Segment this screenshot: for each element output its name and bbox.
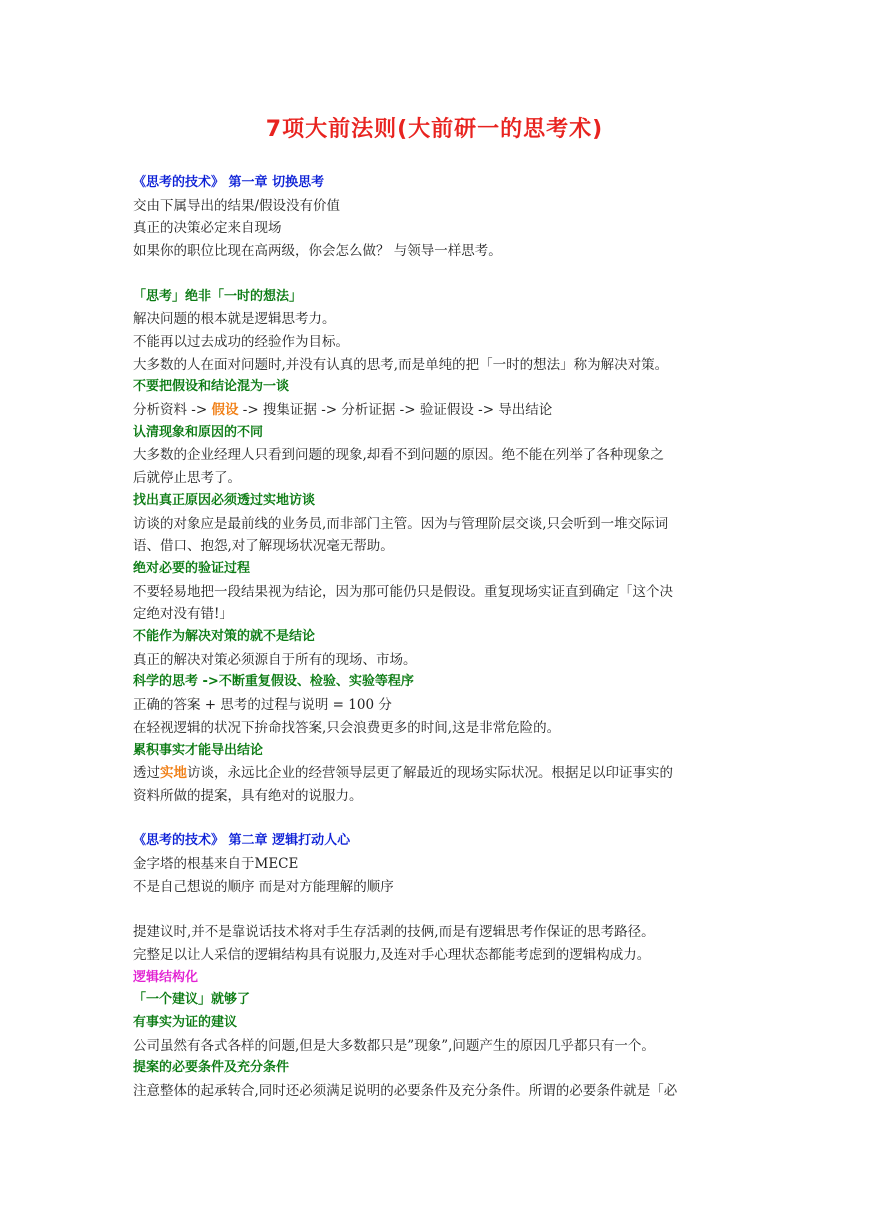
text-line: 真正的决策必定来自现场 [133, 220, 282, 237]
text-line [133, 762, 741, 785]
section-heading: 科学的思考 ->不断重复假设、检验、实验等程序 [133, 674, 414, 690]
text-line: 真正的解决对策必须源自于所有的现场、市场。 [133, 651, 417, 668]
spacer [133, 263, 741, 286]
process-flow [133, 399, 741, 422]
flow-highlight: 假设 [211, 402, 239, 419]
text-line: 访谈的对象应是最前线的业务员,而非部门主管。因为与管理阶层交谈,只会听到一堆交际词 [133, 515, 669, 532]
text-line: 不能再以过去成功的经验作为目标。 [133, 333, 349, 350]
page-title: 7项大前法则(大前研一的思考术) [265, 117, 604, 142]
text-line: 资料所做的提案，具有绝对的说服力。 [133, 787, 363, 804]
text-line: 如果你的职位比现在高两级，你会怎么做？ 与领导一样思考。 [133, 243, 502, 260]
section-heading: 不要把假设和结论混为一谈 [133, 379, 290, 395]
section-heading: 逻辑结构化 [133, 969, 199, 985]
text-line: 不要轻易地把一段结果视为结论，因为那可能仍只是假设。重复现场实证直到确定「这个决 [133, 583, 673, 600]
section-heading: 提案的必要条件及充分条件 [133, 1060, 290, 1076]
section-heading: 「思考」绝非「一时的想法」 [133, 288, 303, 304]
text-line: 金字塔的根基来自于MECE [133, 856, 299, 873]
text-span: 透过 [133, 765, 160, 782]
text-line: 公司虽然有各式各样的问题,但是大多数都只是”现象”,问题产生的原因几乎都只有一个。 [133, 1037, 655, 1054]
section-heading: 认清现象和原因的不同 [133, 424, 264, 440]
book-title: 《思考的技术》 [133, 175, 225, 190]
spacer [133, 898, 741, 921]
section-heading: 绝对必要的验证过程 [133, 560, 251, 576]
text-line: 定绝对没有错!」 [133, 606, 233, 623]
document-body [133, 172, 741, 1103]
chapter-title: 第二章 逻辑打动人心 [224, 833, 351, 849]
text-line: 提建议时,并不是靠说话技术将对手生存活剥的技俩,而是有逻辑思考作保证的思考路径。 [133, 924, 655, 941]
text-line: 大多数的人在面对问题时,并没有认真的思考,而是单纯的把「一时的想法」称为解决对策。 [133, 356, 669, 373]
chapter2-heading [133, 830, 741, 853]
text-line: 后就停止思考了。 [133, 470, 241, 487]
book-title: 《思考的技术》 [133, 833, 225, 849]
flow-rest: -> 搜集证据 -> 分析证据 -> 验证假设 -> 导出结论 [238, 402, 553, 419]
section-heading: 累积事实才能导出结论 [133, 742, 264, 758]
text-line: 不是自己想说的顺序 而是对方能理解的顺序 [133, 878, 394, 895]
highlight-word: 实地 [160, 765, 187, 782]
section-heading: 有事实为证的建议 [133, 1014, 238, 1030]
section-heading: 找出真正原因必须透过实地访谈 [133, 492, 316, 508]
text-line: 注意整体的起承转合,同时还必须满足说明的必要条件及充分条件。所谓的必要条件就是「必 [133, 1083, 678, 1100]
text-span: 访谈，永远比企业的经营领导层更了解最近的现场实际状况。根据足以印证事实的 [187, 765, 673, 782]
spacer [133, 808, 741, 831]
chapter1-heading [133, 172, 741, 195]
text-line: 语、借口、抱怨,对了解现场状况毫无帮助。 [133, 538, 394, 555]
text-line: 解决问题的根本就是逻辑思考力。 [133, 311, 336, 328]
section-heading: 「一个建议」就够了 [133, 992, 251, 1008]
section-heading: 不能作为解决对策的就不是结论 [133, 629, 316, 645]
text-line: 大多数的企业经理人只看到问题的现象,却看不到问题的原因。绝不能在列举了各种现象之 [133, 447, 664, 464]
text-line: 交由下属导出的结果/假设没有价值 [133, 197, 341, 214]
text-line: 完整足以让人采信的逻辑结构具有说服力,及连对手心理状态都能考虑到的逻辑构成力。 [133, 946, 651, 963]
text-line: 正确的答案 + 思考的过程与说明 = 100 分 [133, 697, 392, 714]
chapter-title: 第一章 切换思考 [224, 175, 325, 190]
text-line: 在轻视逻辑的状况下拚命找答案,只会浪费更多的时间,这是非常危险的。 [133, 719, 561, 736]
flow-start: 分析资料 -> [133, 402, 212, 419]
